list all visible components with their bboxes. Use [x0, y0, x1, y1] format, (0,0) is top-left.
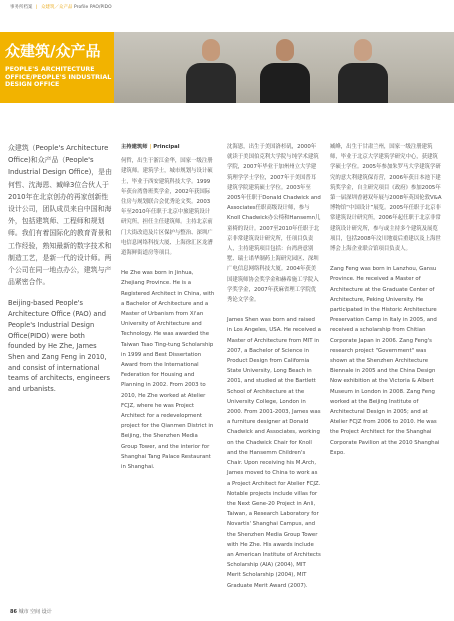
title-chinese: 众建筑/众产品	[5, 42, 101, 60]
bio-english: Zang Feng was born in Lanzhou, Gansu Province. He received a Master of Architecture at the Graduate Center of Architecture, Peking University. He participated in the Historic Architecture Preservation Camp in Italy in 2005, and received a scholarship from Chitian Corporate Japan in 2006. Zang Feng's research project "Government" was shown at the Shenzhen Architecture Biennale in 2005 and the China Design Now exhibition at the Victoria & Albert Museum in London in 2008. Zang Feng worked at the Beijing Institute of Architectural Design in 2005; and at Atelier FCJZ from 2006 to 2010. He was the Project Architect for the Shanghai Corporate Pavilion at the 2010 Shanghai Expo.	[330, 266, 440, 456]
role-cn: 主持建筑师	[121, 144, 148, 150]
principal-zang-feng-column	[330, 142, 442, 458]
person-figure	[260, 39, 310, 103]
role-en: Principal	[153, 144, 180, 150]
header-section: 事务所档案	[10, 5, 33, 10]
page-footer	[10, 608, 52, 615]
page-number: 86	[10, 609, 17, 615]
bio-chinese: 臧峰，出生于甘肃兰州，国家一级注册建筑师，毕业于北京大学建筑学研究中心，获建筑学硕士学位。2005年参加朱罗马大学建筑学研究的意大利建筑保育营，2006年获日本池下建筑奖学金，自主研究项目《政府》参加2005年第一届深圳香港双年展与2008年英国伦敦V&A博物馆“中国设计”展览。2005年任职于北京非常建筑设计研究所，2006年起任职于北京非常建筑设计研究所，参与或主持多个建筑及展览项目，包括2008年汶川地震后重建以及上海世博会上海企业联合馆项目负责人。	[330, 144, 442, 253]
running-header	[10, 4, 112, 10]
principal-he-zhe-column	[121, 142, 215, 472]
title-english	[5, 66, 111, 89]
bio-english: James Shen was born and raised in Los Angeles, USA. He received a Master of Architecture from MIT in 2007, a Bachelor of Science in Product Design from California State University, Long Beach in 2001, and studied at the Bartlett School of Architecture at the University College, London in 2000. From 2001-2003, James was a furniture designer at Donald Chadwick and Associates, working on the Chadwick Chair for Knoll and the Hansemm Children's Chair. Upon receiving his M.Arch, James moved to China to work as a Project Architect for Atelier FCJZ. Notable projects include villas for the Next Gene-20 Project in Anli, Taiwan, a Research Laboratory for Novartis' Shanghai Campus, and the Shenzhen Media Group Tower with He Zhe. His awards include an American Institute of Architects Scholarship (AIA) (2004), MIT Merit Scholarship (2004), MIT Graduate Merit Award (2007).	[227, 317, 321, 589]
header-profile: Profile PAO/PIDO	[74, 5, 112, 10]
title-english-line: PEOPLE'S ARCHITECTURE	[5, 66, 95, 73]
header-category: 众建筑／众产品	[41, 5, 73, 10]
bio-chinese: 何哲，出生于浙江金华，国家一级注册建筑师。建筑学士，城市规划与设计硕士，毕业于西安建筑科技大学。1999年获台湾鲁班奖学金，2002年获国际住房与规划联合会优秀论文奖。2003年至2010年任职于北京中旅建筑设计研究所，担任主任建筑师。主持北京前门大街改造及片区保护与整治、深圳广电信息网络科技大厦、上海徐汇区龙漕道海鲜街道房等项目。	[121, 158, 213, 257]
journal-name: 城市 空间 设计	[18, 609, 52, 615]
principal-james-shen-column	[227, 142, 321, 591]
title-english-line: DESIGN OFFICE	[5, 81, 60, 89]
intro-chinese: 众建筑（People's Architecture Office)和众产品（People's Industrial Design Office)，是由何哲、沈海恩、臧峰3位合伙人于2010年在北京创办的再家创新性设计公司，团队成员来自中国和海外，包括建筑师、工程师和规划师。我们有着国际化的教育背景和工作经验，熟知最新的数字技术和制造工艺，是新一代的设计师。两个公司在同一地点办公，建筑与产品紧密合作。	[8, 144, 112, 287]
bio-english: He Zhe was born in Jinhua, Zhejiang Province. He is a Registered Architect in China, with a Bachelor of Architecture and a Master of Urbanism from Xi'an University of Architecture and Technology. He was awarded the Taiwan Tsao Ting-tung Scholarship in 1999 and Best Dissertation Award from the International Federation for Housing and Planning in 2002. From 2003 to 2010, He Zhe worked at Atelier FCJZ, where he was Project Architect for a redevelopment project for the Qianmen District in Beijing, the Shenzhen Media Group Tower, and the interior for Shanghai Tang Palace Restaurant in Shanghai.	[121, 270, 215, 471]
bio-chinese: 沈海恩，出生于美国洛杉矶，2000年就读于美国伯克利大学院与纯学术建筑学院，2007年毕业于加州州立大学建筑理学学士学位，2007年于美国普耳建筑学院建筑硕士学位。2003年至2005年任职于Donald Chadwick and Associates任职高级设计师，参与Knoll Chadwick办公椅和Hansemn儿童椅的设计。2007至2010年任职于北京非常建筑设计研究所，任项目负责人，主持建筑项目包括：台湾唐意别墅、瑞士诺华制药上海研究园区、深圳广电信息网络科技大厦。2004年获美国建筑师协会奖学金和赫希施工学院入学奖学金，2007年获麻省理工学院优秀论文学金。	[227, 144, 321, 304]
intro-column	[8, 142, 112, 395]
person-figure	[338, 39, 388, 103]
header-separator: |	[35, 5, 38, 10]
person-figure	[186, 39, 236, 103]
intro-english: Beijing-based People's Architecture Office (PAO) and People's Industrial Design Office(PIDO) were both founded by He Zhe, James Shen and Zang Feng in 2010, and consist of international teams of architects, engineers and urbanists.	[8, 299, 110, 394]
title-english-line: OFFICE/PEOPLE'S INDUSTRIAL	[5, 73, 112, 81]
title-box	[0, 32, 114, 103]
role-heading: 主持建筑师 | Principal	[121, 144, 180, 150]
